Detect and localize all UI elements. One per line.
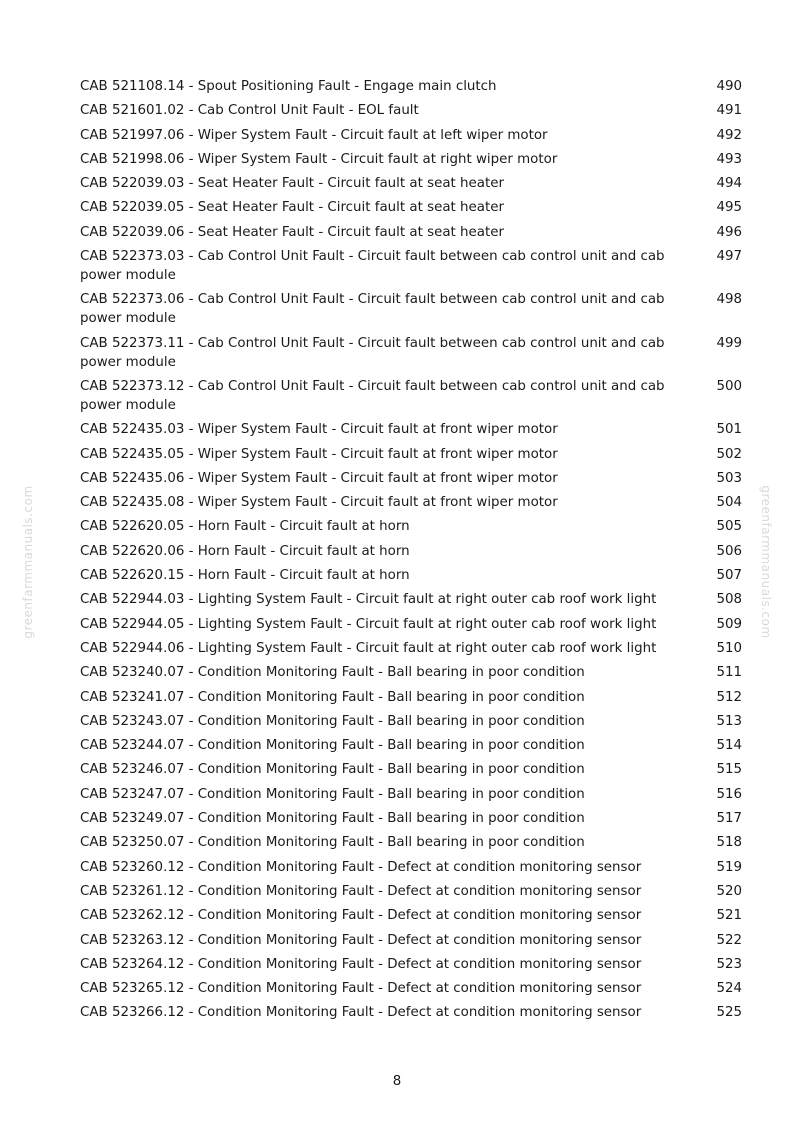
toc-entry-title: CAB 522039.03 - Seat Heater Fault - Circuit fault at seat heater bbox=[80, 176, 504, 192]
toc-entry-title: CAB 522373.03 - Cab Control Unit Fault - Circuit fault between cab control unit and cab power module bbox=[80, 249, 665, 284]
toc-entry-title: CAB 523240.07 - Condition Monitoring Fault - Ball bearing in poor condition bbox=[80, 665, 585, 681]
toc-entry[interactable] bbox=[80, 979, 742, 998]
toc-entry-title: CAB 522435.06 - Wiper System Fault - Circuit fault at front wiper motor bbox=[80, 470, 558, 486]
toc-entry-title: CAB 521997.06 - Wiper System Fault - Circuit fault at left wiper motor bbox=[80, 127, 548, 143]
toc-entry-page: 498 bbox=[716, 292, 742, 308]
toc-entry-page: 508 bbox=[716, 592, 742, 608]
toc-entry-page: 522 bbox=[716, 932, 742, 948]
toc-entry-title: CAB 522944.05 - Lighting System Fault - Circuit fault at right outer cab roof work light bbox=[80, 616, 657, 632]
toc-entry-title: CAB 523246.07 - Condition Monitoring Fault - Ball bearing in poor condition bbox=[80, 762, 585, 778]
toc-entry[interactable] bbox=[80, 469, 742, 488]
toc-entry[interactable] bbox=[80, 445, 742, 464]
toc-entry[interactable] bbox=[80, 785, 742, 804]
toc-entry-page: 506 bbox=[716, 543, 742, 559]
toc-entry-page: 499 bbox=[716, 335, 742, 351]
toc-entry[interactable] bbox=[80, 542, 742, 561]
toc-entry-title: CAB 523265.12 - Condition Monitoring Fault - Defect at condition monitoring sensor bbox=[80, 981, 642, 997]
toc-entry[interactable] bbox=[80, 77, 742, 96]
toc-entry-page: 516 bbox=[716, 786, 742, 802]
toc-entry[interactable] bbox=[80, 420, 742, 439]
toc-entry[interactable] bbox=[80, 517, 742, 536]
toc-entry-title: CAB 522435.03 - Wiper System Fault - Circuit fault at front wiper motor bbox=[80, 422, 558, 438]
toc-entry-title: CAB 521601.02 - Cab Control Unit Fault - EOL fault bbox=[80, 103, 419, 119]
toc-entry[interactable] bbox=[80, 198, 742, 217]
toc-entry-title: CAB 523261.12 - Condition Monitoring Fault - Defect at condition monitoring sensor bbox=[80, 883, 642, 899]
toc-entry-page: 494 bbox=[716, 176, 742, 192]
toc-entry-title: CAB 523247.07 - Condition Monitoring Fault - Ball bearing in poor condition bbox=[80, 786, 585, 802]
toc-entry[interactable] bbox=[80, 736, 742, 755]
toc-entry-page: 501 bbox=[716, 422, 742, 438]
toc-entry-page: 523 bbox=[716, 956, 742, 972]
toc-entry[interactable] bbox=[80, 760, 742, 779]
toc-entry-page: 492 bbox=[716, 127, 742, 143]
toc-entry[interactable] bbox=[80, 566, 742, 585]
toc-entry-page: 525 bbox=[716, 1005, 742, 1021]
toc-entry-page: 519 bbox=[716, 859, 742, 875]
toc-entry[interactable] bbox=[80, 639, 742, 658]
table-of-contents bbox=[80, 77, 742, 1028]
toc-entry-title: CAB 522373.12 - Cab Control Unit Fault - Circuit fault between cab control unit and cab power module bbox=[80, 378, 665, 413]
toc-entry[interactable] bbox=[80, 809, 742, 828]
toc-entry-title: CAB 522435.08 - Wiper System Fault - Circuit fault at front wiper motor bbox=[80, 495, 558, 511]
toc-entry-title: CAB 521108.14 - Spout Positioning Fault - Engage main clutch bbox=[80, 79, 497, 94]
toc-entry[interactable] bbox=[80, 101, 742, 120]
toc-entry-page: 502 bbox=[716, 446, 742, 462]
toc-entry-title: CAB 523243.07 - Condition Monitoring Fault - Ball bearing in poor condition bbox=[80, 713, 585, 729]
toc-entry-page: 512 bbox=[716, 689, 742, 705]
toc-entry[interactable] bbox=[80, 493, 742, 512]
toc-entry-title: CAB 523244.07 - Condition Monitoring Fault - Ball bearing in poor condition bbox=[80, 738, 585, 754]
toc-entry-page: 518 bbox=[716, 835, 742, 851]
toc-entry-title: CAB 523264.12 - Condition Monitoring Fault - Defect at condition monitoring sensor bbox=[80, 956, 642, 972]
toc-entry-title: CAB 523241.07 - Condition Monitoring Fault - Ball bearing in poor condition bbox=[80, 689, 585, 705]
toc-entry-title: CAB 522620.15 - Horn Fault - Circuit fault at horn bbox=[80, 568, 410, 584]
toc-entry-page: 497 bbox=[716, 249, 742, 265]
page-number: 8 bbox=[392, 1074, 402, 1089]
toc-entry-page: 505 bbox=[716, 519, 742, 535]
toc-entry-title: CAB 522039.06 - Seat Heater Fault - Circuit fault at seat heater bbox=[80, 224, 504, 240]
toc-entry-page: 490 bbox=[716, 79, 742, 94]
toc-entry-page: 514 bbox=[716, 738, 742, 754]
toc-entry-title: CAB 522944.06 - Lighting System Fault - Circuit fault at right outer cab roof work light bbox=[80, 640, 657, 656]
toc-entry-title: CAB 523263.12 - Condition Monitoring Fault - Defect at condition monitoring sensor bbox=[80, 932, 642, 948]
toc-entry[interactable] bbox=[80, 615, 742, 634]
toc-entry-page: 500 bbox=[716, 378, 742, 394]
toc-entry[interactable] bbox=[80, 377, 742, 415]
toc-entry-page: 517 bbox=[716, 811, 742, 827]
toc-entry-page: 513 bbox=[716, 713, 742, 729]
toc-entry-title: CAB 522373.06 - Cab Control Unit Fault - Circuit fault between cab control unit and cab power module bbox=[80, 292, 665, 327]
toc-entry-title: CAB 523262.12 - Condition Monitoring Fault - Defect at condition monitoring sensor bbox=[80, 908, 642, 924]
toc-entry-page: 515 bbox=[716, 762, 742, 778]
toc-entry-page: 503 bbox=[716, 470, 742, 486]
toc-entry[interactable] bbox=[80, 712, 742, 731]
toc-entry-page: 510 bbox=[716, 640, 742, 656]
toc-entry[interactable] bbox=[80, 882, 742, 901]
toc-entry[interactable] bbox=[80, 688, 742, 707]
toc-entry[interactable] bbox=[80, 833, 742, 852]
toc-entry-title: CAB 523266.12 - Condition Monitoring Fault - Defect at condition monitoring sensor bbox=[80, 1005, 642, 1021]
toc-entry-title: CAB 523260.12 - Condition Monitoring Fault - Defect at condition monitoring sensor bbox=[80, 859, 642, 875]
toc-entry-page: 509 bbox=[716, 616, 742, 632]
toc-entry[interactable] bbox=[80, 126, 742, 145]
toc-entry-page: 493 bbox=[716, 151, 742, 167]
toc-entry[interactable] bbox=[80, 906, 742, 925]
toc-entry[interactable] bbox=[80, 174, 742, 193]
toc-entry[interactable] bbox=[80, 247, 742, 285]
toc-entry-page: 504 bbox=[716, 495, 742, 511]
toc-entry-title: CAB 522620.05 - Horn Fault - Circuit fault at horn bbox=[80, 519, 410, 535]
toc-entry-page: 496 bbox=[716, 224, 742, 240]
toc-entry[interactable] bbox=[80, 663, 742, 682]
toc-entry-page: 507 bbox=[716, 568, 742, 584]
toc-entry[interactable] bbox=[80, 858, 742, 877]
toc-entry-title: CAB 523250.07 - Condition Monitoring Fault - Ball bearing in poor condition bbox=[80, 835, 585, 851]
toc-entry[interactable] bbox=[80, 590, 742, 609]
toc-entry-title: CAB 522373.11 - Cab Control Unit Fault - Circuit fault between cab control unit and cab power module bbox=[80, 335, 665, 370]
toc-entry-title: CAB 522435.05 - Wiper System Fault - Circuit fault at front wiper motor bbox=[80, 446, 558, 462]
toc-entry-page: 491 bbox=[716, 103, 742, 119]
toc-entry[interactable] bbox=[80, 223, 742, 242]
watermark-right: greenfarmmanuals.com bbox=[759, 485, 773, 639]
toc-entry-page: 520 bbox=[716, 883, 742, 899]
toc-entry-title: CAB 522944.03 - Lighting System Fault - Circuit fault at right outer cab roof work light bbox=[80, 592, 657, 608]
toc-entry-title: CAB 521998.06 - Wiper System Fault - Circuit fault at right wiper motor bbox=[80, 151, 558, 167]
watermark-left: greenfarmmanuals.com bbox=[21, 485, 35, 639]
toc-entry[interactable] bbox=[80, 290, 742, 328]
toc-entry-page: 524 bbox=[716, 981, 742, 997]
toc-entry[interactable] bbox=[80, 1003, 742, 1022]
toc-entry-title: CAB 523249.07 - Condition Monitoring Fault - Ball bearing in poor condition bbox=[80, 811, 585, 827]
toc-entry[interactable] bbox=[80, 150, 742, 169]
toc-entry-page: 511 bbox=[716, 665, 742, 681]
toc-entry-title: CAB 522620.06 - Horn Fault - Circuit fault at horn bbox=[80, 543, 410, 559]
toc-entry-page: 495 bbox=[716, 200, 742, 216]
toc-entry-title: CAB 522039.05 - Seat Heater Fault - Circuit fault at seat heater bbox=[80, 200, 504, 216]
toc-entry[interactable] bbox=[80, 334, 742, 372]
toc-entry[interactable] bbox=[80, 931, 742, 950]
toc-entry[interactable] bbox=[80, 955, 742, 974]
toc-entry-page: 521 bbox=[716, 908, 742, 924]
